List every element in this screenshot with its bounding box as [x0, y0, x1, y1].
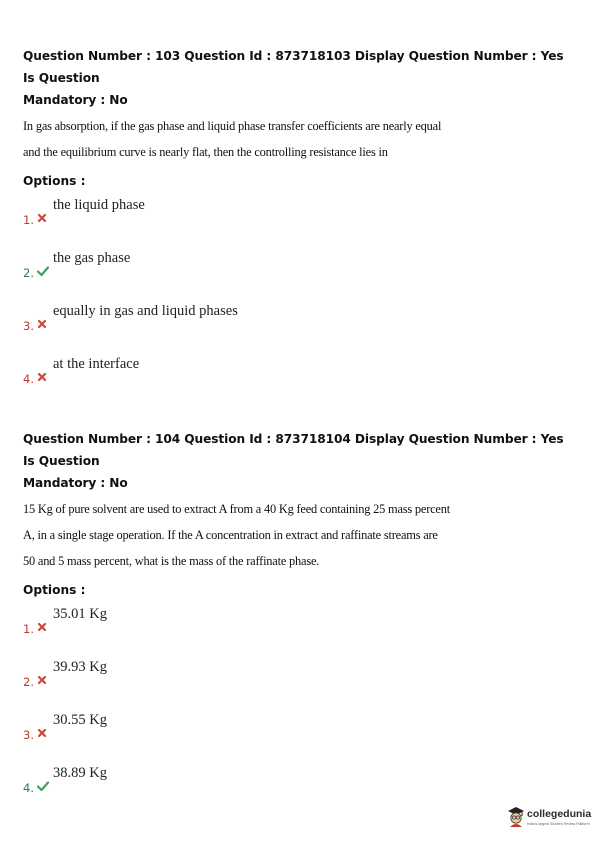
option-4 [23, 356, 575, 409]
collegedunia-logo [506, 803, 594, 833]
option-2 [23, 250, 575, 303]
option-text: equally in gas and liquid phases [53, 303, 238, 319]
question-text [23, 113, 575, 165]
check-icon [37, 266, 48, 278]
question-text-line: 50 and 5 mass percent, what is the mass of the raffinate phase. [23, 554, 320, 568]
logo-brand: collegedunia [527, 808, 592, 820]
question-103 [23, 45, 575, 409]
cross-icon [37, 319, 48, 331]
cross-icon [37, 622, 48, 634]
option-1 [23, 197, 575, 250]
question-header [23, 45, 575, 111]
option-text: 38.89 Kg [53, 765, 107, 781]
option-2 [23, 659, 575, 712]
question-header-line2: Mandatory : No [23, 93, 128, 107]
question-text-line: 15 Kg of pure solvent are used to extract A from a 40 Kg feed containing 25 mass percent [23, 502, 450, 516]
question-text-line: and the equilibrium curve is nearly flat, then the controlling resistance lies in [23, 145, 388, 159]
option-4 [23, 765, 575, 818]
question-header-line1: Question Number : 104 Question Id : 873718104 Display Question Number : Yes Is Question [23, 432, 564, 468]
question-header [23, 428, 575, 494]
question-104 [23, 428, 575, 818]
option-text: the gas phase [53, 250, 131, 266]
option-number: 3. [23, 728, 34, 742]
options-label: Options : [23, 174, 86, 188]
option-text: 35.01 Kg [53, 606, 107, 622]
graduate-mascot-icon [506, 805, 526, 834]
question-text-line: A, in a single stage operation. If the A concentration in extract and raffinate streams are [23, 528, 438, 542]
option-number: 2. [23, 675, 34, 689]
option-text: 39.93 Kg [53, 659, 107, 675]
option-number: 4. [23, 781, 34, 795]
option-number: 2. [23, 266, 34, 280]
question-text [23, 496, 575, 574]
option-1 [23, 606, 575, 659]
question-header-line2: Mandatory : No [23, 476, 128, 490]
option-text: the liquid phase [53, 197, 145, 213]
question-text-line: In gas absorption, if the gas phase and liquid phase transfer coefficients are nearly equal [23, 119, 442, 133]
option-text: 30.55 Kg [53, 712, 107, 728]
check-icon [37, 781, 48, 793]
option-number: 4. [23, 372, 34, 386]
cross-icon [37, 728, 48, 740]
option-3 [23, 303, 575, 356]
cross-icon [37, 213, 48, 225]
option-3 [23, 712, 575, 765]
option-number: 1. [23, 213, 34, 227]
question-header-line1: Question Number : 103 Question Id : 873718103 Display Question Number : Yes Is Question [23, 49, 564, 85]
cross-icon [37, 372, 48, 384]
cross-icon [37, 675, 48, 687]
logo-tagline: India's largest Student Review Platform [527, 822, 590, 826]
option-number: 3. [23, 319, 34, 333]
option-number: 1. [23, 622, 34, 636]
option-text: at the interface [53, 356, 140, 372]
options-label: Options : [23, 583, 86, 597]
